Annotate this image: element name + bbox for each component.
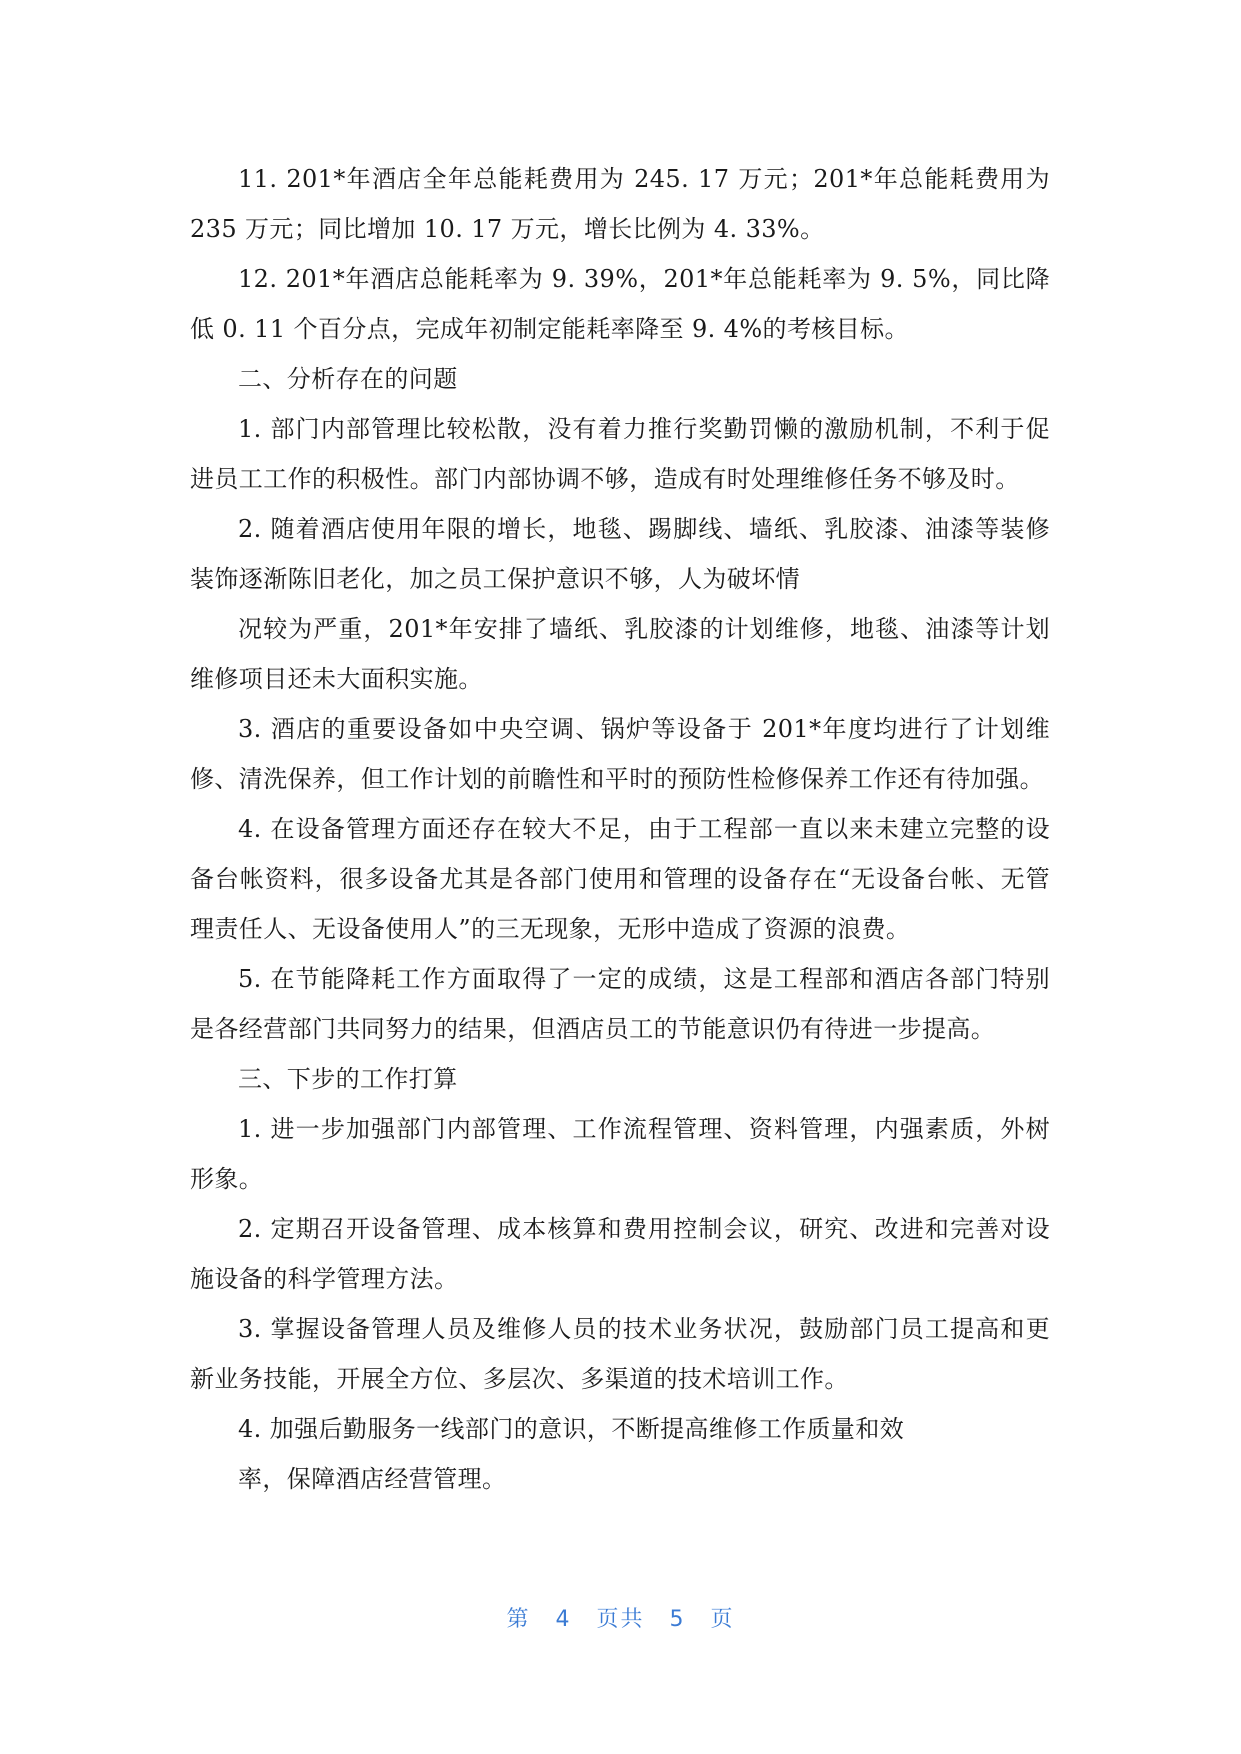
page-footer xyxy=(0,1602,1241,1633)
plan-item-1: 1. 进一步加强部门内部管理、工作流程管理、资料管理，内强素质，外树形象。 xyxy=(190,1115,1050,1193)
problem-item-4: 4. 在设备管理方面还存在较大不足，由于工程部一直以来未建立完整的设备台帐资料，很多设备尤其是各部门使用和管理的设备存在“无设备台帐、无管理责任人、无设备使用人”的三无现象，无形中造成了资源的浪费。 xyxy=(190,815,1050,943)
plan-item-4-continued: 率，保障酒店经营管理。 xyxy=(238,1465,507,1493)
footer-suffix: 页 xyxy=(710,1607,735,1632)
problem-item-3: 3. 酒店的重要设备如中央空调、锅炉等设备于 201*年度均进行了计划维修、清洗保养，但工作计划的前瞻性和平时的预防性检修保养工作还有待加强。 xyxy=(190,715,1050,793)
paragraph-item-11: 11. 201*年酒店全年总能耗费用为 245. 17 万元；201*年总能耗费用为 235 万元；同比增加 10. 17 万元，增长比例为 4. 33%。 xyxy=(190,165,1050,243)
paragraph-item-12: 12. 201*年酒店总能耗率为 9. 39%，201*年总能耗率为 9. 5%，同比降低 0. 11 个百分点，完成年初制定能耗率降至 9. 4%的考核目标。 xyxy=(190,265,1050,343)
problem-item-2-continued: 况较为严重，201*年安排了墙纸、乳胶漆的计划维修，地毯、油漆等计划维修项目还未大面积实施。 xyxy=(190,615,1050,693)
footer-current-page: 4 xyxy=(555,1607,572,1632)
problem-item-2: 2. 随着酒店使用年限的增长，地毯、踢脚线、墙纸、乳胶漆、油漆等装修装饰逐渐陈旧老化，加之员工保护意识不够，人为破坏情 xyxy=(190,515,1050,593)
plan-item-4: 4. 加强后勤服务一线部门的意识，不断提高维修工作质量和效 xyxy=(238,1415,905,1443)
document-body xyxy=(190,154,1050,1504)
problem-item-1: 1. 部门内部管理比较松散，没有着力推行奖勤罚懒的激励机制，不利于促进员工工作的积极性。部门内部协调不够，造成有时处理维修任务不够及时。 xyxy=(190,415,1050,493)
problem-item-5: 5. 在节能降耗工作方面取得了一定的成绩，这是工程部和酒店各部门特别是各经营部门共同努力的结果，但酒店员工的节能意识仍有待进一步提高。 xyxy=(190,965,1050,1043)
plan-item-3: 3. 掌握设备管理人员及维修人员的技术业务状况，鼓励部门员工提高和更新业务技能，开展全方位、多层次、多渠道的技术培训工作。 xyxy=(190,1315,1050,1393)
plan-item-2: 2. 定期召开设备管理、成本核算和费用控制会议，研究、改进和完善对设施设备的科学管理方法。 xyxy=(190,1215,1050,1293)
footer-prefix: 第 xyxy=(506,1607,531,1632)
section-heading-problems: 二、分析存在的问题 xyxy=(238,365,458,393)
footer-total-pages: 5 xyxy=(669,1607,686,1632)
section-heading-plans: 三、下步的工作打算 xyxy=(238,1065,458,1093)
footer-middle: 页共 xyxy=(596,1607,645,1632)
